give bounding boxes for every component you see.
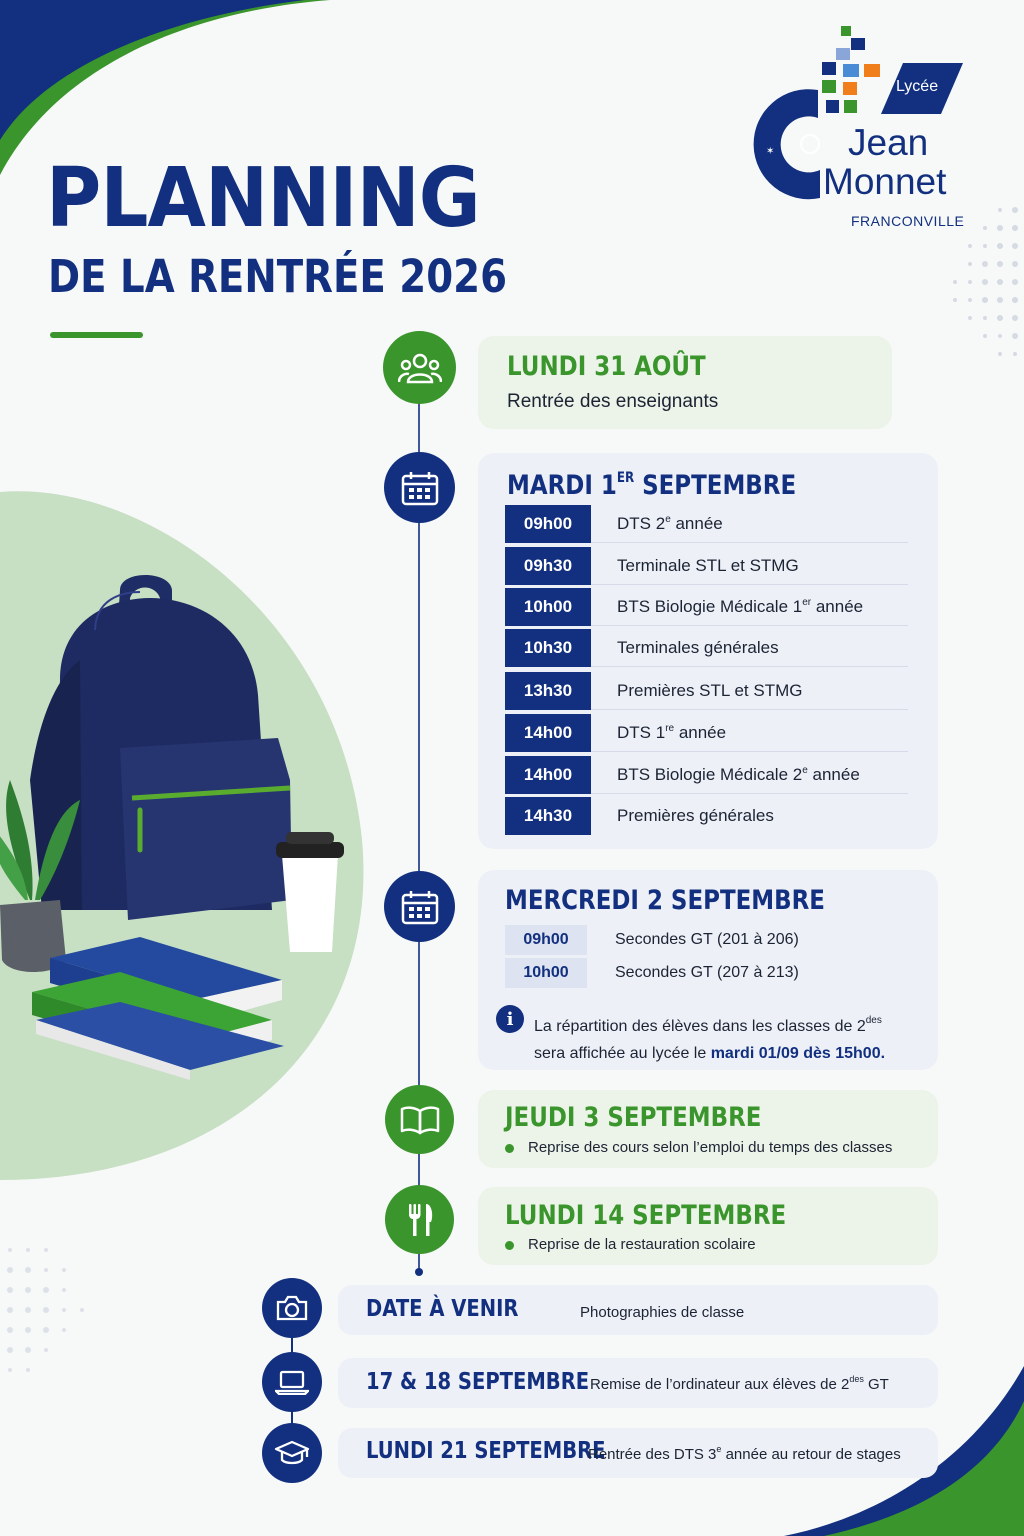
schedule-label: Premières STL et STMG bbox=[617, 681, 803, 700]
page-subtitle: DE LA RENTRÉE 2026 bbox=[48, 250, 507, 303]
schedule-row bbox=[505, 714, 908, 752]
event-date: JEUDI 3 SEPTEMBRE bbox=[505, 1102, 762, 1133]
event-description: Reprise de la restauration scolaire bbox=[528, 1236, 756, 1253]
calendar-icon bbox=[401, 470, 439, 506]
schedule-time: 14h30 bbox=[505, 797, 591, 835]
event-date: MARDI 1ER SEPTEMBRE bbox=[507, 470, 797, 501]
timeline-end-dot bbox=[415, 1268, 423, 1276]
title-underline bbox=[50, 332, 143, 338]
event-description: Reprise des cours selon l’emploi du temps des classes bbox=[528, 1139, 893, 1156]
schedule-label: BTS Biologie Médicale 2e année bbox=[617, 765, 860, 784]
schedule-label: Terminales générales bbox=[617, 638, 779, 657]
event-icon-circle bbox=[383, 331, 456, 404]
schedule-label: DTS 2e année bbox=[617, 514, 723, 533]
schedule-time: 10h00 bbox=[505, 958, 587, 988]
schedule-label: Secondes GT (201 à 206) bbox=[615, 931, 799, 948]
schedule-row bbox=[505, 797, 908, 835]
event-icon-circle bbox=[385, 1185, 454, 1254]
people-icon bbox=[398, 350, 442, 386]
logo-name-first: Jean bbox=[848, 122, 929, 163]
event-icon-circle bbox=[384, 871, 455, 942]
logo-town: FRANCONVILLE bbox=[851, 213, 965, 229]
event-date: LUNDI 14 SEPTEMBRE bbox=[505, 1200, 787, 1231]
schedule-time: 09h00 bbox=[505, 925, 587, 955]
schedule-row bbox=[505, 629, 908, 667]
camera-icon bbox=[275, 1294, 309, 1322]
event-date: LUNDI 31 AOÛT bbox=[507, 351, 706, 382]
svg-text:✶: ✶ bbox=[766, 146, 775, 157]
schedule-row bbox=[505, 756, 908, 794]
schedule-label: BTS Biologie Médicale 1er année bbox=[617, 597, 864, 616]
schedule-time: 09h00 bbox=[505, 505, 591, 543]
event-description: Rentrée des DTS 3e année au retour de stages bbox=[588, 1444, 901, 1463]
schedule-time: 10h30 bbox=[505, 629, 591, 667]
event-date: 17 & 18 SEPTEMBRE bbox=[366, 1369, 590, 1395]
event-icon-circle bbox=[385, 1085, 454, 1154]
event-date: LUNDI 21 SEPTEMBRE bbox=[366, 1438, 606, 1464]
schedule-row bbox=[505, 672, 908, 710]
event-date: MERCREDI 2 SEPTEMBRE bbox=[505, 885, 825, 916]
laptop-icon bbox=[275, 1369, 309, 1395]
event-description: Photographies de classe bbox=[580, 1304, 745, 1321]
dot-pattern bbox=[925, 200, 1024, 450]
schedule-row bbox=[505, 588, 908, 626]
calendar-icon bbox=[401, 889, 439, 925]
dot-pattern bbox=[0, 1240, 110, 1460]
event-description: Remise de l’ordinateur aux élèves de $2^{des}$ GT bbox=[590, 1374, 889, 1393]
info-note: La répartition des élèves dans les classes de $2^{des}$ sera affichée au lycée le mardi 01/09 dès 15h00. bbox=[534, 1015, 886, 1062]
event-icon-circle bbox=[262, 1352, 322, 1412]
bullet-icon bbox=[505, 1144, 514, 1153]
info-icon: i bbox=[496, 1005, 524, 1033]
schedule-time: 10h00 bbox=[505, 588, 591, 626]
event-icon-circle bbox=[262, 1278, 322, 1338]
schedule-time: 14h00 bbox=[505, 756, 591, 794]
schedule-time: 09h30 bbox=[505, 547, 591, 585]
schedule-time: 13h30 bbox=[505, 672, 591, 710]
schedule-time: 14h00 bbox=[505, 714, 591, 752]
logo-lycee-label: Lycée bbox=[896, 78, 939, 95]
corner-decoration-top-left bbox=[0, 0, 340, 175]
schedule-row bbox=[505, 925, 905, 955]
page-title: PLANNING bbox=[46, 151, 480, 246]
event-icon-circle bbox=[384, 452, 455, 523]
event-description: Rentrée des enseignants bbox=[507, 391, 719, 412]
event-icon-circle bbox=[262, 1423, 322, 1483]
schedule-row bbox=[505, 547, 908, 585]
logo-name-last: Monnet bbox=[823, 161, 947, 202]
event-card-monday-31 bbox=[478, 336, 892, 429]
schedule-label: Secondes GT (207 à 213) bbox=[615, 964, 799, 981]
back-to-school-illustration bbox=[0, 480, 420, 1200]
event-date: DATE À VENIR bbox=[366, 1296, 519, 1322]
schedule-row bbox=[505, 505, 908, 543]
book-icon bbox=[400, 1105, 440, 1135]
schedule-label: DTS 1re année bbox=[617, 723, 727, 742]
bullet-icon bbox=[505, 1241, 514, 1250]
schedule-label: Premières générales bbox=[617, 806, 774, 825]
schedule-row bbox=[505, 958, 905, 988]
graduation-cap-icon bbox=[274, 1439, 310, 1467]
schedule-label: Terminale STL et STMG bbox=[617, 556, 799, 575]
cutlery-icon bbox=[405, 1202, 435, 1238]
